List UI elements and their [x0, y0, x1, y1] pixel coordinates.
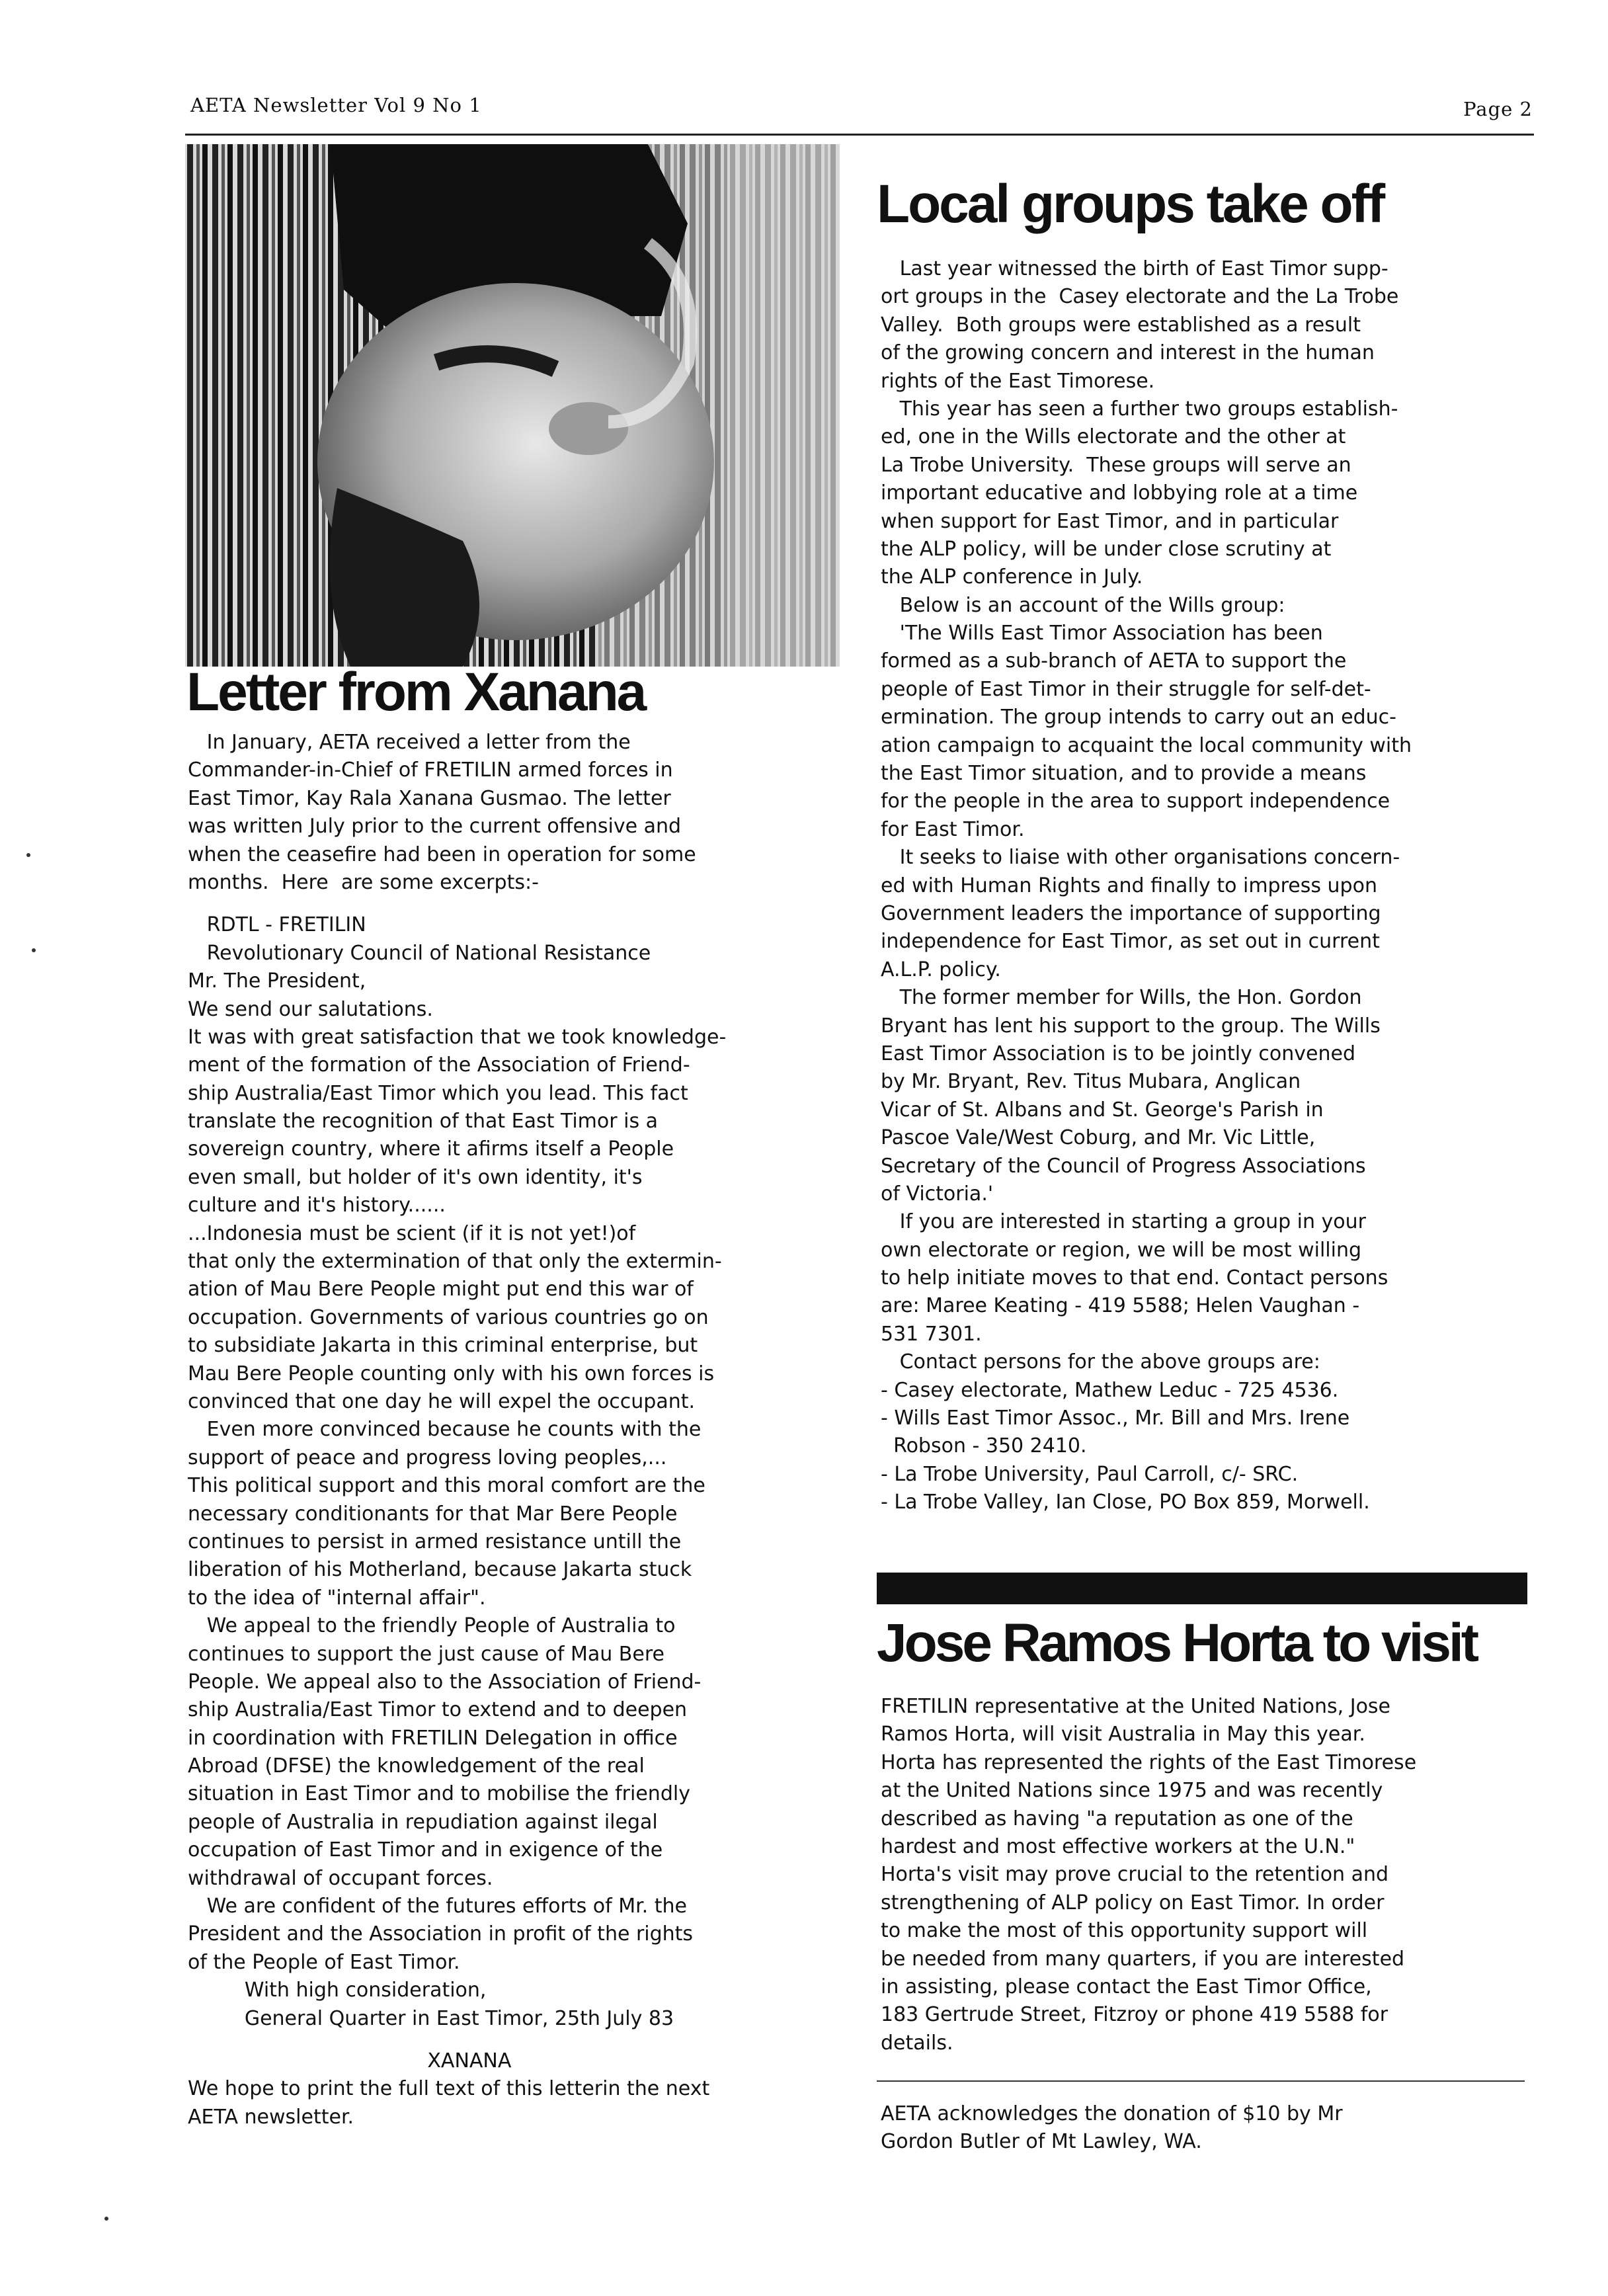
- text-line: Even more convinced because he counts with the: [188, 1418, 702, 1442]
- text-line: Government leaders the importance of supporting: [881, 901, 1381, 925]
- text-line: strengthening of ALP policy on East Timor. In order: [881, 1891, 1385, 1914]
- text-line: Revolutionary Council of National Resistance: [188, 941, 651, 965]
- scan-speck: [32, 948, 36, 952]
- text-line: independence for East Timor, as set out in current: [881, 930, 1380, 954]
- text-line: RDTL - FRETILIN: [188, 913, 366, 937]
- text-line: ment of the formation of the Association of Friend-: [188, 1053, 690, 1077]
- text-line: General Quarter in East Timor, 25th July 83: [188, 2006, 674, 2030]
- text-line: details.: [881, 2031, 953, 2055]
- text-line: It seeks to liaise with other organisations concern-: [881, 846, 1400, 870]
- text-line: sovereign country, where it afirms itself a People: [188, 1137, 674, 1161]
- text-line: Gordon Butler of Mt Lawley, WA.: [881, 2130, 1202, 2154]
- text-line: liberation of his Motherland, because Jakarta stuck: [188, 1558, 692, 1582]
- text-line: Contact persons for the above groups are:: [881, 1350, 1320, 1374]
- text-line: even small, but holder of it's own identity, it's: [188, 1165, 643, 1189]
- horta-headline: Jose Ramos Horta to visit: [877, 1613, 1477, 1673]
- text-line: ship Australia/East Timor which you lead. This fact: [188, 1081, 688, 1105]
- text-line: ed, one in the Wills electorate and the other at: [881, 425, 1346, 449]
- text-line: FRETILIN representative at the United Nations, Jose: [881, 1695, 1391, 1718]
- text-line: A.L.P. policy.: [881, 958, 1001, 981]
- text-line: We hope to print the full text of this letterin the next: [188, 2077, 710, 2101]
- text-line: convinced that one day he will expel the occupant.: [188, 1389, 696, 1413]
- text-line: formed as a sub-branch of AETA to support the: [881, 649, 1347, 673]
- text-line: [188, 2033, 849, 2047]
- text-line: Secretary of the Council of Progress Associations: [881, 1154, 1366, 1178]
- text-line: the ALP policy, will be under close scrutiny at: [881, 537, 1332, 561]
- text-line: continues to persist in armed resistance untill the: [188, 1530, 682, 1553]
- text-line: ...Indonesia must be scient (if it is not yet!)of: [188, 1221, 636, 1245]
- acknowledgement-rule: [877, 2080, 1525, 2082]
- text-line: - Casey electorate, Mathew Leduc - 725 4536.: [881, 1378, 1339, 1402]
- text-line: In January, AETA received a letter from the: [188, 731, 631, 754]
- text-line: People. We appeal also to the Association of Friend-: [188, 1670, 702, 1694]
- text-line: to subsidiate Jakarta in this criminal enterprise, but: [188, 1334, 698, 1358]
- text-line: occupation of East Timor and in exigence of the: [188, 1838, 663, 1862]
- text-line: situation in East Timor and to mobilise the friendly: [188, 1782, 690, 1806]
- text-line: AETA acknowledges the donation of $10 by Mr: [881, 2102, 1343, 2125]
- text-line: ation campaign to acquaint the local community with: [881, 733, 1412, 757]
- acknowledgement-body: [881, 2100, 1542, 2156]
- text-line: XANANA: [188, 2049, 512, 2072]
- text-line: at the United Nations since 1975 and was recently: [881, 1779, 1383, 1803]
- text-line: East Timor Association is to be jointly convened: [881, 1042, 1356, 1065]
- text-line: was written July prior to the current offensive and: [188, 815, 682, 839]
- text-line: Commander-in-Chief of FRETILIN armed forces in: [188, 758, 673, 782]
- scan-speck: [104, 2217, 108, 2221]
- text-line: people of Australia in repudiation against ilegal: [188, 1810, 658, 1834]
- text-line: We send our salutations.: [188, 997, 433, 1021]
- page-number: Page 2: [1463, 98, 1533, 120]
- text-line: described as having "a reputation as one of the: [881, 1807, 1353, 1830]
- text-line: months. Here are some excerpts:-: [188, 870, 539, 894]
- text-line: translate the recognition of that East Timor is a: [188, 1110, 658, 1133]
- section-divider-bar: [877, 1573, 1527, 1604]
- text-line: This year has seen a further two groups establish-: [881, 397, 1398, 421]
- text-line: the ALP conference in July.: [881, 565, 1143, 589]
- text-line: 'The Wills East Timor Association has been: [881, 622, 1323, 645]
- letter-body: [188, 729, 849, 2131]
- text-line: - Wills East Timor Assoc., Mr. Bill and Mrs. Irene: [881, 1407, 1350, 1430]
- text-line: to make the most of this opportunity support will: [881, 1919, 1368, 1943]
- text-line: when support for East Timor, and in particular: [881, 509, 1339, 533]
- text-line: the East Timor situation, and to provide a means: [881, 762, 1367, 786]
- text-line: Below is an account of the Wills group:: [881, 593, 1285, 617]
- text-line: for the people in the area to support independence: [881, 790, 1390, 813]
- text-line: East Timor, Kay Rala Xanana Gusmao. The letter: [188, 786, 671, 810]
- text-line: We are confident of the futures efforts of Mr. the: [188, 1895, 687, 1918]
- text-line: Pascoe Vale/West Coburg, and Mr. Vic Little,: [881, 1126, 1316, 1150]
- text-line: We appeal to the friendly People of Australia to: [188, 1614, 676, 1638]
- text-line: Last year witnessed the birth of East Timor supp-: [881, 257, 1388, 280]
- text-line: 531 7301.: [881, 1322, 982, 1346]
- text-line: ship Australia/East Timor to extend and to deepen: [188, 1698, 688, 1722]
- text-line: Horta's visit may prove crucial to the retention and: [881, 1863, 1389, 1887]
- text-line: Bryant has lent his support to the group. The Wills: [881, 1014, 1381, 1038]
- scan-speck: [26, 853, 30, 857]
- text-line: for East Timor.: [881, 817, 1025, 841]
- text-line: of Victoria.': [881, 1182, 994, 1206]
- local-groups-headline: Local groups take off: [877, 174, 1384, 234]
- text-line: important educative and lobbying role at a time: [881, 481, 1358, 505]
- text-line: Robson - 350 2410.: [881, 1434, 1087, 1458]
- text-line: in coordination with FRETILIN Delegation in office: [188, 1726, 678, 1750]
- text-line: ed with Human Rights and finally to impress upon: [881, 874, 1377, 897]
- text-line: necessary conditionants for that Mar Bere People: [188, 1502, 678, 1526]
- header-rule: [185, 134, 1534, 136]
- text-line: La Trobe University. These groups will serve an: [881, 453, 1351, 477]
- local-groups-body: [881, 255, 1542, 1517]
- text-line: when the ceasefire had been in operation for some: [188, 842, 696, 866]
- text-line: by Mr. Bryant, Rev. Titus Mubara, Anglican: [881, 1070, 1301, 1094]
- letter-headline: Letter from Xanana: [186, 662, 645, 722]
- text-line: Mau Bere People counting only with his own forces is: [188, 1362, 715, 1385]
- text-line: Abroad (DFSE) the knowledgement of the real: [188, 1754, 645, 1778]
- horta-body: [881, 1693, 1542, 2057]
- text-line: Vicar of St. Albans and St. George's Parish in: [881, 1098, 1324, 1122]
- text-line: of the growing concern and interest in the human: [881, 341, 1375, 365]
- text-line: President and the Association in profit of the rights: [188, 1922, 694, 1946]
- text-line: occupation. Governments of various countries go on: [188, 1305, 709, 1329]
- text-line: ermination. The group intends to carry out an educ-: [881, 706, 1396, 729]
- text-line: Ramos Horta, will visit Australia in May this year.: [881, 1723, 1365, 1746]
- text-line: AETA newsletter.: [188, 2105, 354, 2129]
- text-line: are: Maree Keating - 419 5588; Helen Vaughan -: [881, 1294, 1360, 1318]
- text-line: support of peace and progress loving peoples,...: [188, 1446, 667, 1469]
- text-line: own electorate or region, we will be most willing: [881, 1238, 1362, 1262]
- text-line: rights of the East Timorese.: [881, 369, 1155, 393]
- text-line: - La Trobe Valley, Ian Close, PO Box 859, Morwell.: [881, 1491, 1370, 1514]
- text-line: hardest and most effective workers at the U.N.": [881, 1834, 1355, 1858]
- text-line: ation of Mau Bere People might put end this war of: [188, 1278, 694, 1301]
- text-line: [188, 897, 849, 911]
- text-line: to help initiate moves to that end. Contact persons: [881, 1266, 1388, 1290]
- text-line: of the People of East Timor.: [188, 1950, 460, 1974]
- text-line: The former member for Wills, the Hon. Gordon: [881, 986, 1362, 1010]
- text-line: that only the extermination of that only the extermin-: [188, 1250, 722, 1274]
- text-line: Horta has represented the rights of the East Timorese: [881, 1750, 1417, 1774]
- text-line: This political support and this moral comfort are the: [188, 1474, 705, 1498]
- text-line: Mr. The President,: [188, 969, 366, 993]
- text-line: to the idea of "internal affair".: [188, 1586, 486, 1610]
- text-line: Valley. Both groups were established as a result: [881, 313, 1361, 337]
- text-line: people of East Timor in their struggle for self-det-: [881, 677, 1371, 701]
- text-line: in assisting, please contact the East Timor Office,: [881, 1975, 1372, 1998]
- text-line: It was with great satisfaction that we took knowledge-: [188, 1025, 727, 1049]
- text-line: - La Trobe University, Paul Carroll, c/- SRC.: [881, 1462, 1299, 1486]
- text-line: 183 Gertrude Street, Fitzroy or phone 419 5588 for: [881, 2003, 1388, 2027]
- text-line: culture and it's history......: [188, 1194, 446, 1217]
- text-line: With high consideration,: [188, 1979, 487, 2002]
- text-line: be needed from many quarters, if you are interested: [881, 1947, 1405, 1971]
- text-line: continues to support the just cause of Mau Bere: [188, 1642, 664, 1666]
- text-line: withdrawal of occupant forces.: [188, 1866, 493, 1890]
- newsletter-header: AETA Newsletter Vol 9 No 1: [190, 94, 482, 116]
- text-line: If you are interested in starting a group in your: [881, 1210, 1367, 1234]
- text-line: ort groups in the Casey electorate and the La Trobe: [881, 285, 1399, 309]
- portrait-photo: [185, 144, 840, 667]
